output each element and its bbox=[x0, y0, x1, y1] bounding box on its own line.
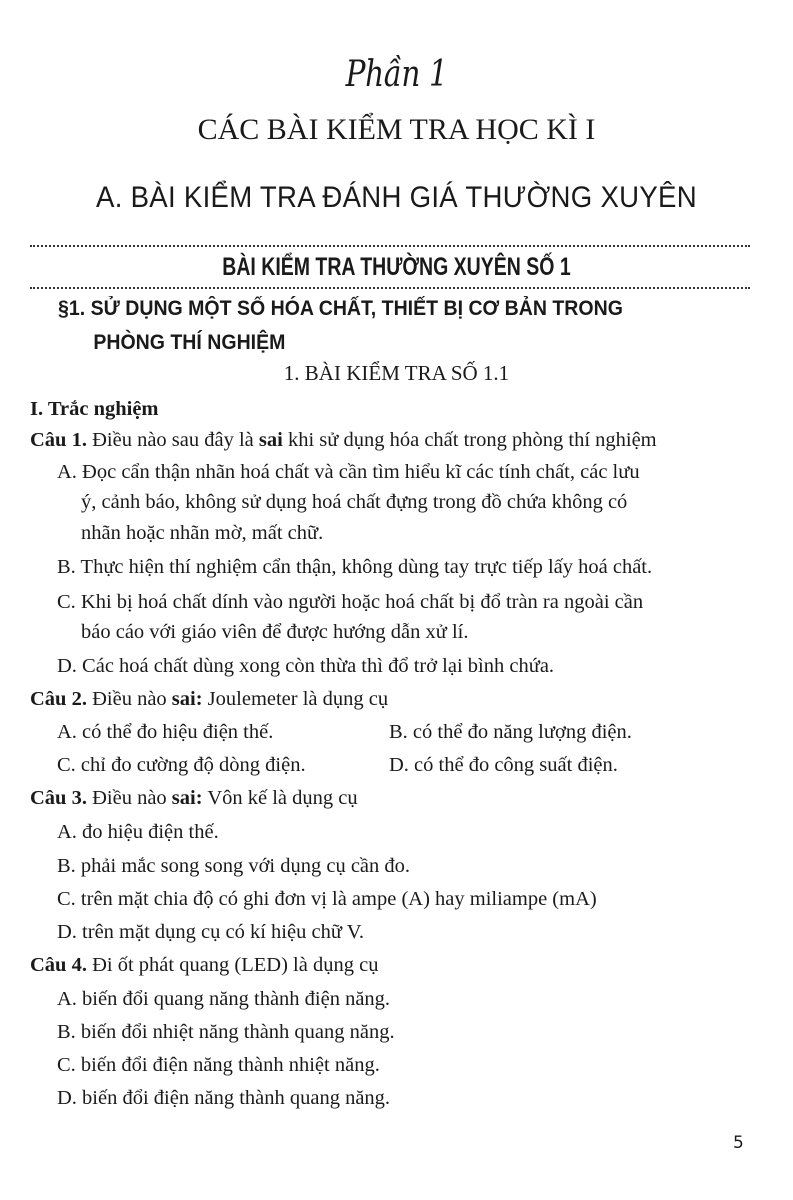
q2-option-d: D. có thể đo công suất điện. bbox=[389, 754, 618, 776]
q4-option-b: B. biến đổi nhiệt năng thành quang năng. bbox=[57, 1021, 395, 1043]
question-1 bbox=[30, 425, 657, 455]
lesson-title-line2: PHÒNG THÍ NGHIỆM bbox=[93, 331, 286, 354]
test-number: 1. BÀI KIỂM TRA SỐ 1.1 bbox=[283, 361, 510, 385]
question-3-text-post: Vôn kế là dụng cụ bbox=[207, 787, 358, 809]
lesson-title bbox=[58, 292, 709, 360]
question-4-text: Đi ốt phát quang (LED) là dụng cụ bbox=[92, 954, 379, 976]
question-4 bbox=[30, 950, 378, 980]
section-heading-a: A. BÀI KIỂM TRA ĐÁNH GIÁ THƯỜNG XUYÊN bbox=[96, 181, 697, 214]
question-4-label: Câu 4. bbox=[30, 954, 87, 976]
page-number: 5 bbox=[733, 1133, 744, 1153]
q2-option-a: A. có thể đo hiệu điện thế. bbox=[57, 721, 274, 743]
question-2-text-post: Joulemeter là dụng cụ bbox=[207, 688, 389, 710]
q4-option-a: A. biến đổi quang năng thành điện năng. bbox=[57, 988, 391, 1010]
q4-option-c: C. biến đổi điện năng thành nhiệt năng. bbox=[57, 1054, 380, 1076]
q3-option-b: B. phải mắc song song với dụng cụ cần đo. bbox=[57, 855, 411, 877]
test-title: BÀI KIỂM TRA THƯỜNG XUYÊN SỐ 1 bbox=[222, 253, 571, 281]
dotted-divider-bottom bbox=[30, 287, 750, 289]
q3-option-a: A. đo hiệu điện thế. bbox=[57, 821, 219, 843]
question-1-text-post: khi sử dụng hóa chất trong phòng thí nghiệm bbox=[287, 429, 657, 451]
q1-option-a-line3: nhãn hoặc nhãn mờ, mất chữ. bbox=[81, 522, 324, 544]
question-2 bbox=[30, 684, 388, 714]
question-3-text-pre: Điều nào bbox=[92, 787, 167, 809]
q2-option-b: B. có thể đo năng lượng điện. bbox=[389, 721, 632, 743]
section-heading-multiple-choice: I. Trắc nghiệm bbox=[30, 398, 159, 420]
q4-option-d: D. biến đổi điện năng thành quang năng. bbox=[57, 1087, 391, 1109]
q1-option-d: D. Các hoá chất dùng xong còn thừa thì đổ trở lại bình chứa. bbox=[57, 655, 555, 677]
q1-option-b: B. Thực hiện thí nghiệm cẩn thận, không dùng tay trực tiếp lấy hoá chất. bbox=[57, 556, 653, 578]
question-3 bbox=[30, 783, 358, 813]
question-2-label: Câu 2. bbox=[30, 688, 87, 710]
q1-option-a-line1: A. Đọc cẩn thận nhãn hoá chất và cần tìm hiểu kĩ các tính chất, các lưu bbox=[57, 461, 640, 483]
q2-option-c: C. chỉ đo cường độ dòng điện. bbox=[57, 754, 306, 776]
q1-option-c-line1: C. Khi bị hoá chất dính vào người hoặc hoá chất bị đổ tràn ra ngoài cần bbox=[57, 591, 644, 613]
part-title: CÁC BÀI KIỂM TRA HỌC KÌ I bbox=[197, 113, 596, 146]
lesson-title-line1: §1. SỬ DỤNG MỘT SỐ HÓA CHẤT, THIẾT BỊ CƠ BẢN TRONG bbox=[58, 297, 623, 320]
dotted-divider-top bbox=[30, 245, 750, 247]
question-2-text-pre: Điều nào bbox=[92, 688, 167, 710]
q3-option-c: C. trên mặt chia độ có ghi đơn vị là ampe (A) hay miliampe (mA) bbox=[57, 888, 597, 910]
question-3-label: Câu 3. bbox=[30, 787, 87, 809]
question-1-label: Câu 1. bbox=[30, 429, 87, 451]
question-3-emphasis: sai: bbox=[171, 787, 203, 809]
q1-option-c-line2: báo cáo với giáo viên để được hướng dẫn xử lí. bbox=[81, 621, 469, 643]
question-1-text-pre: Điều nào sau đây là bbox=[92, 429, 254, 451]
q3-option-d: D. trên mặt dụng cụ có kí hiệu chữ V. bbox=[57, 921, 364, 943]
q1-option-a-line2: ý, cảnh báo, không sử dụng hoá chất đựng trong đồ chứa không có bbox=[81, 491, 628, 513]
question-2-emphasis: sai: bbox=[171, 688, 203, 710]
question-1-emphasis: sai bbox=[258, 429, 283, 451]
part-label: Phần 1 bbox=[345, 54, 448, 95]
